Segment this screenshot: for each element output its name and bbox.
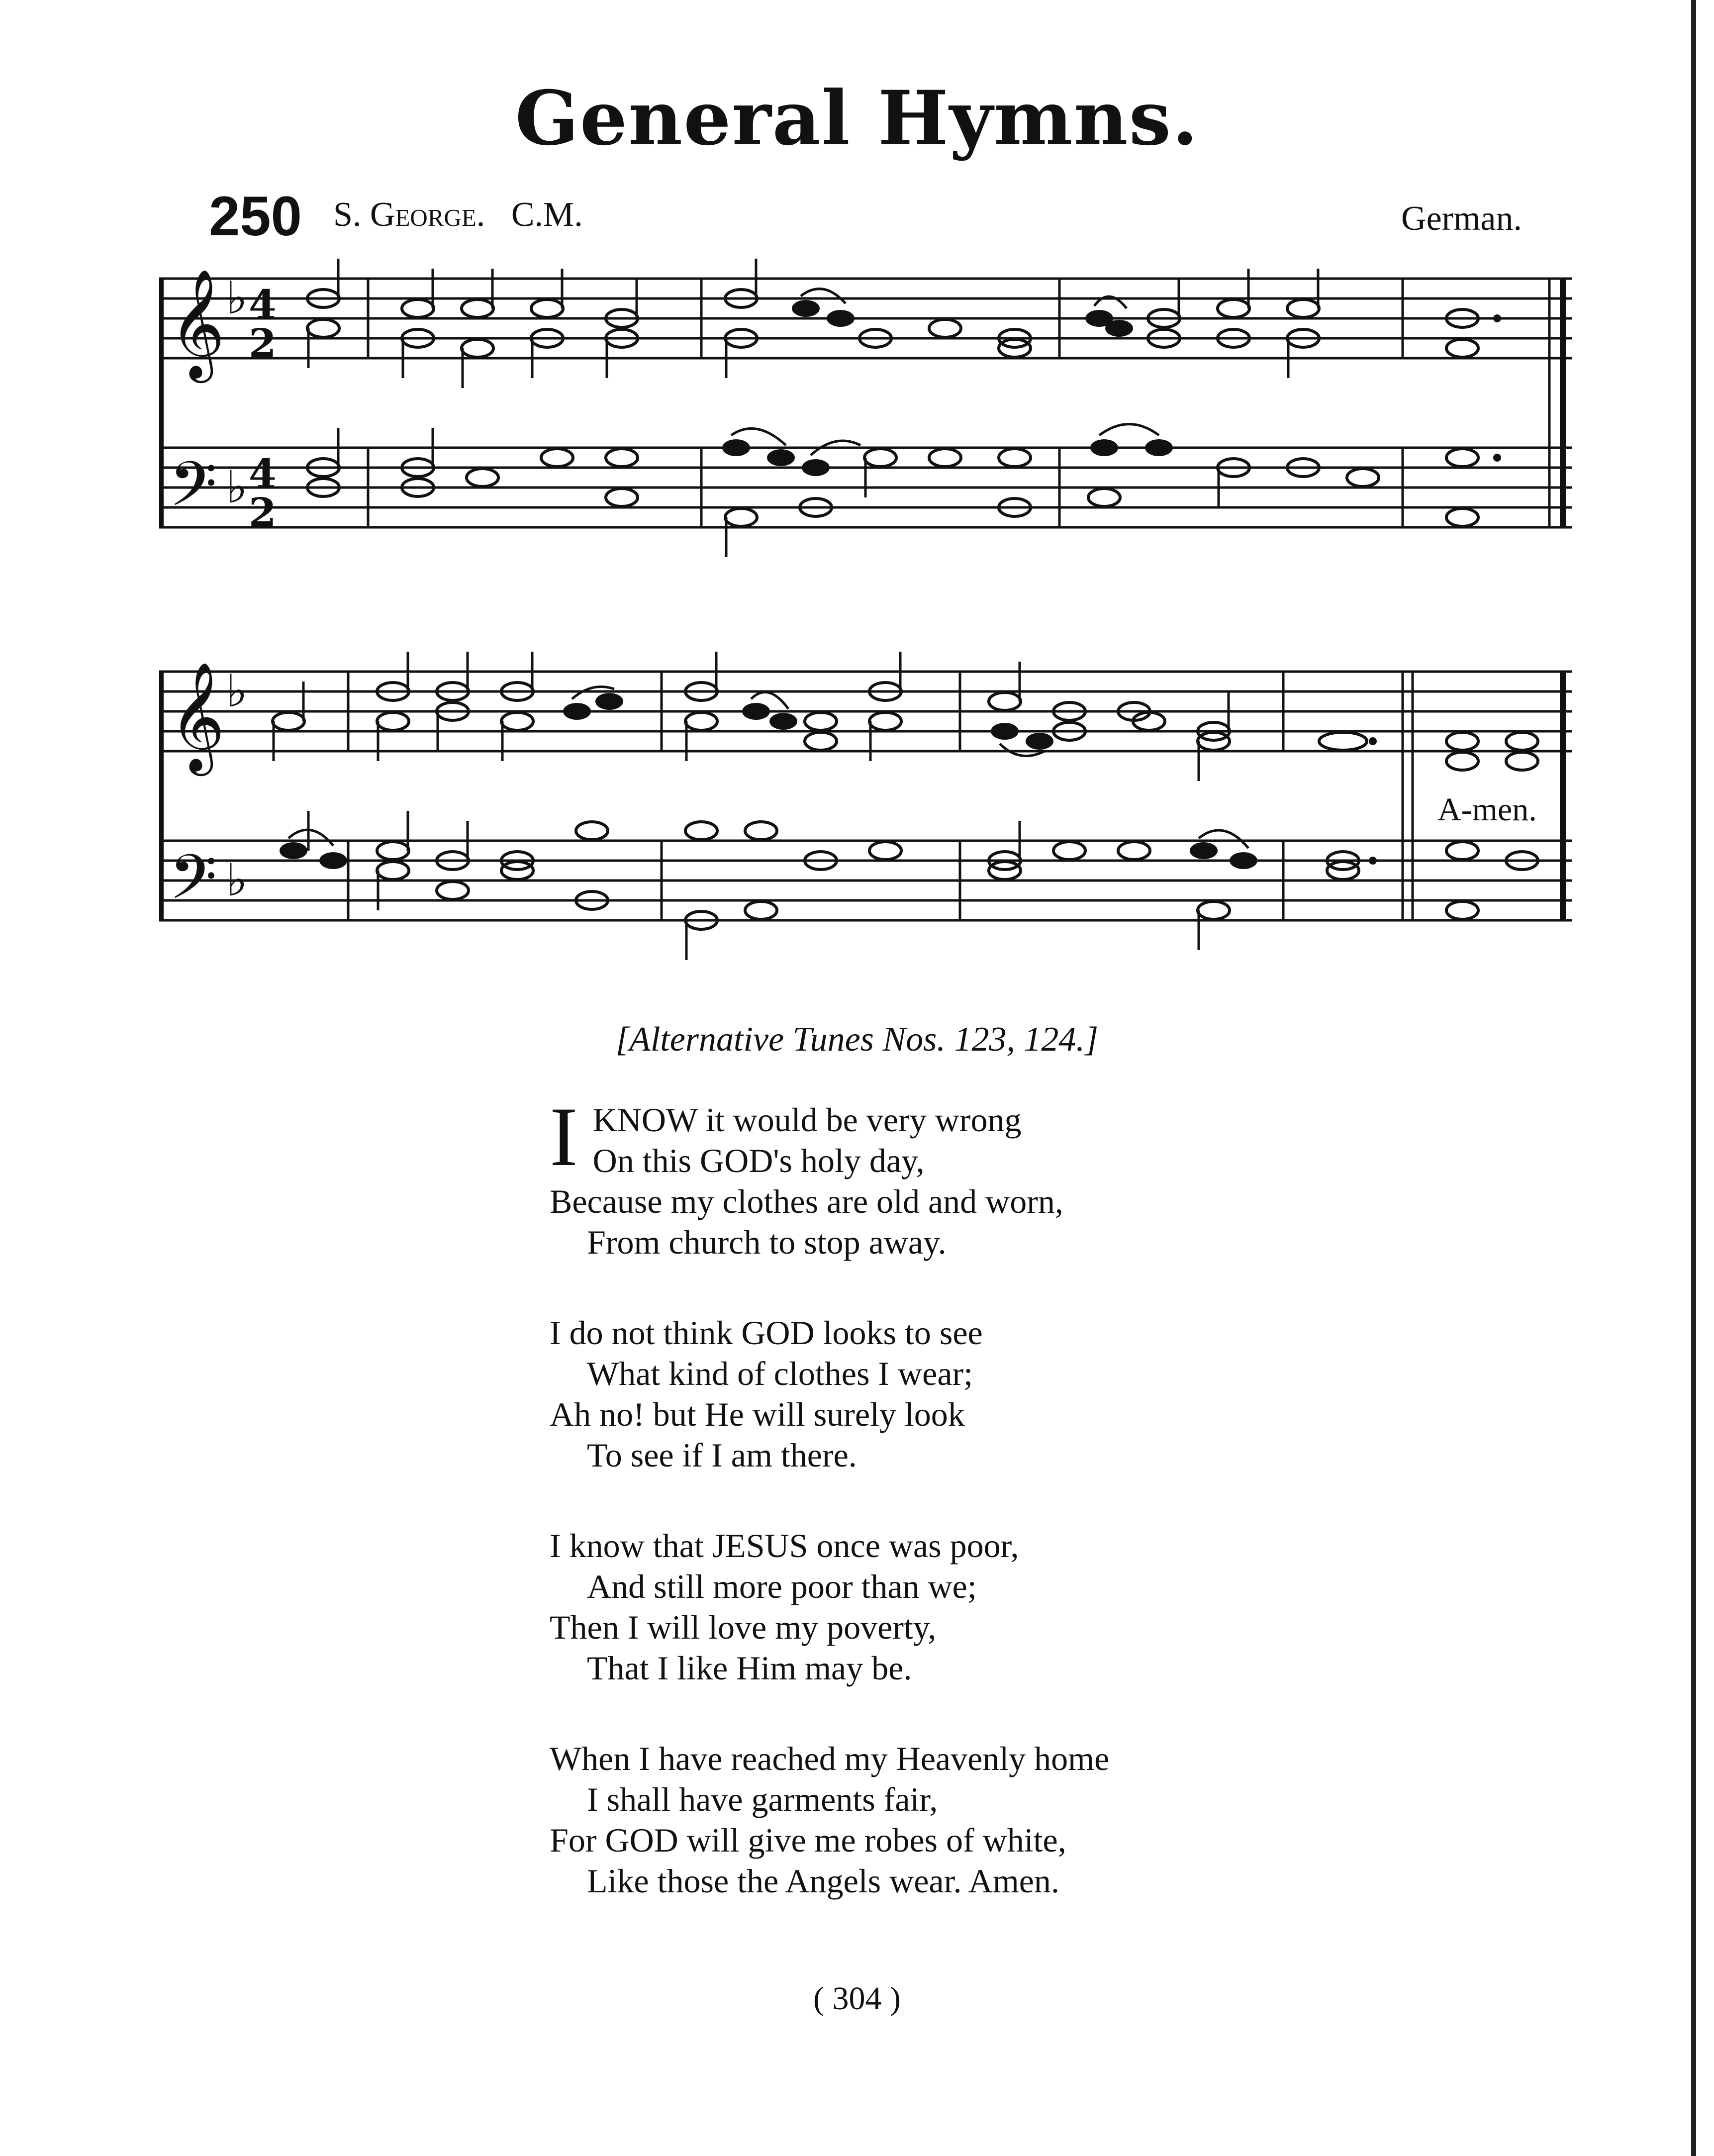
svg-text:♭: ♭	[226, 854, 248, 906]
verse-line: On this GOD's holy day,	[592, 1142, 925, 1179]
svg-text:𝄞: 𝄞	[169, 661, 225, 771]
page-number: ( 304 )	[813, 1980, 901, 2017]
verse-line: I do not think GOD looks to see	[550, 1314, 983, 1352]
hymn-number: 250	[209, 185, 302, 247]
amen-label: A-men.	[1437, 791, 1537, 828]
verse-line: When I have reached my Heavenly home	[550, 1740, 1110, 1777]
notes	[307, 290, 1478, 526]
dots	[1493, 314, 1501, 462]
tune-meter: C.M.	[511, 196, 583, 234]
svg-text:2: 2	[249, 320, 277, 367]
verse-line: That I like Him may be.	[587, 1649, 912, 1687]
verse-line-text: KNOW it would be very wrong	[592, 1101, 1022, 1139]
svg-text:𝄢: 𝄢	[169, 842, 217, 928]
verse-line: Then I will love my poverty,	[550, 1608, 937, 1646]
svg-text:♭: ♭	[226, 665, 248, 717]
svg-text:𝄢: 𝄢	[169, 449, 217, 535]
verse-4	[550, 1738, 1395, 1901]
tune-title: S. George.	[333, 196, 485, 234]
hymn-header	[209, 184, 1522, 249]
treble-staff	[159, 672, 1572, 751]
music-system-2	[159, 642, 1572, 990]
svg-text:2: 2	[249, 489, 277, 536]
filled-notes	[280, 693, 1257, 869]
verse-line: And still more poor than we;	[587, 1568, 977, 1605]
tune-name	[333, 195, 583, 235]
verse-line: I shall have garments fair,	[587, 1780, 938, 1818]
svg-text:♭: ♭	[226, 272, 248, 324]
alternative-tunes-note: [Alternative Tunes Nos. 123, 124.]	[615, 1020, 1099, 1059]
verse-1	[550, 1090, 1395, 1263]
page-title: General Hymns.	[515, 75, 1199, 162]
verse-line: Ah no! but He will surely look	[550, 1395, 965, 1433]
page-edge-border	[1691, 0, 1696, 2156]
svg-text:4: 4	[249, 281, 277, 328]
barlines	[161, 279, 1563, 527]
verse-line: From church to stop away.	[587, 1223, 947, 1261]
verse-2	[550, 1312, 1395, 1475]
bass-staff	[159, 841, 1572, 920]
music-system-1	[159, 249, 1572, 597]
verse-3	[550, 1525, 1395, 1688]
svg-text:♭: ♭	[226, 461, 248, 513]
verse-line: Because my clothes are old and worn,	[550, 1182, 1063, 1220]
verse-line: What kind of clothes I wear;	[587, 1355, 973, 1392]
clefs-and-signatures	[169, 661, 247, 928]
verse-line: Like those the Angels wear. Amen.	[587, 1862, 1059, 1900]
verse-line: For GOD will give me robes of white,	[550, 1821, 1066, 1859]
dots	[1369, 737, 1377, 865]
clefs-and-signatures	[169, 268, 277, 536]
drop-cap: I	[550, 1090, 578, 1183]
hymn-verses	[550, 1090, 1395, 1951]
svg-text:4: 4	[249, 450, 277, 497]
tune-composer: German.	[1401, 199, 1522, 238]
verse-line: I know that JESUS once was poor,	[550, 1527, 1019, 1565]
verse-line: To see if I am there.	[587, 1436, 857, 1474]
notes	[273, 683, 1538, 929]
svg-text:𝄞: 𝄞	[169, 268, 225, 378]
barlines	[161, 672, 1563, 920]
